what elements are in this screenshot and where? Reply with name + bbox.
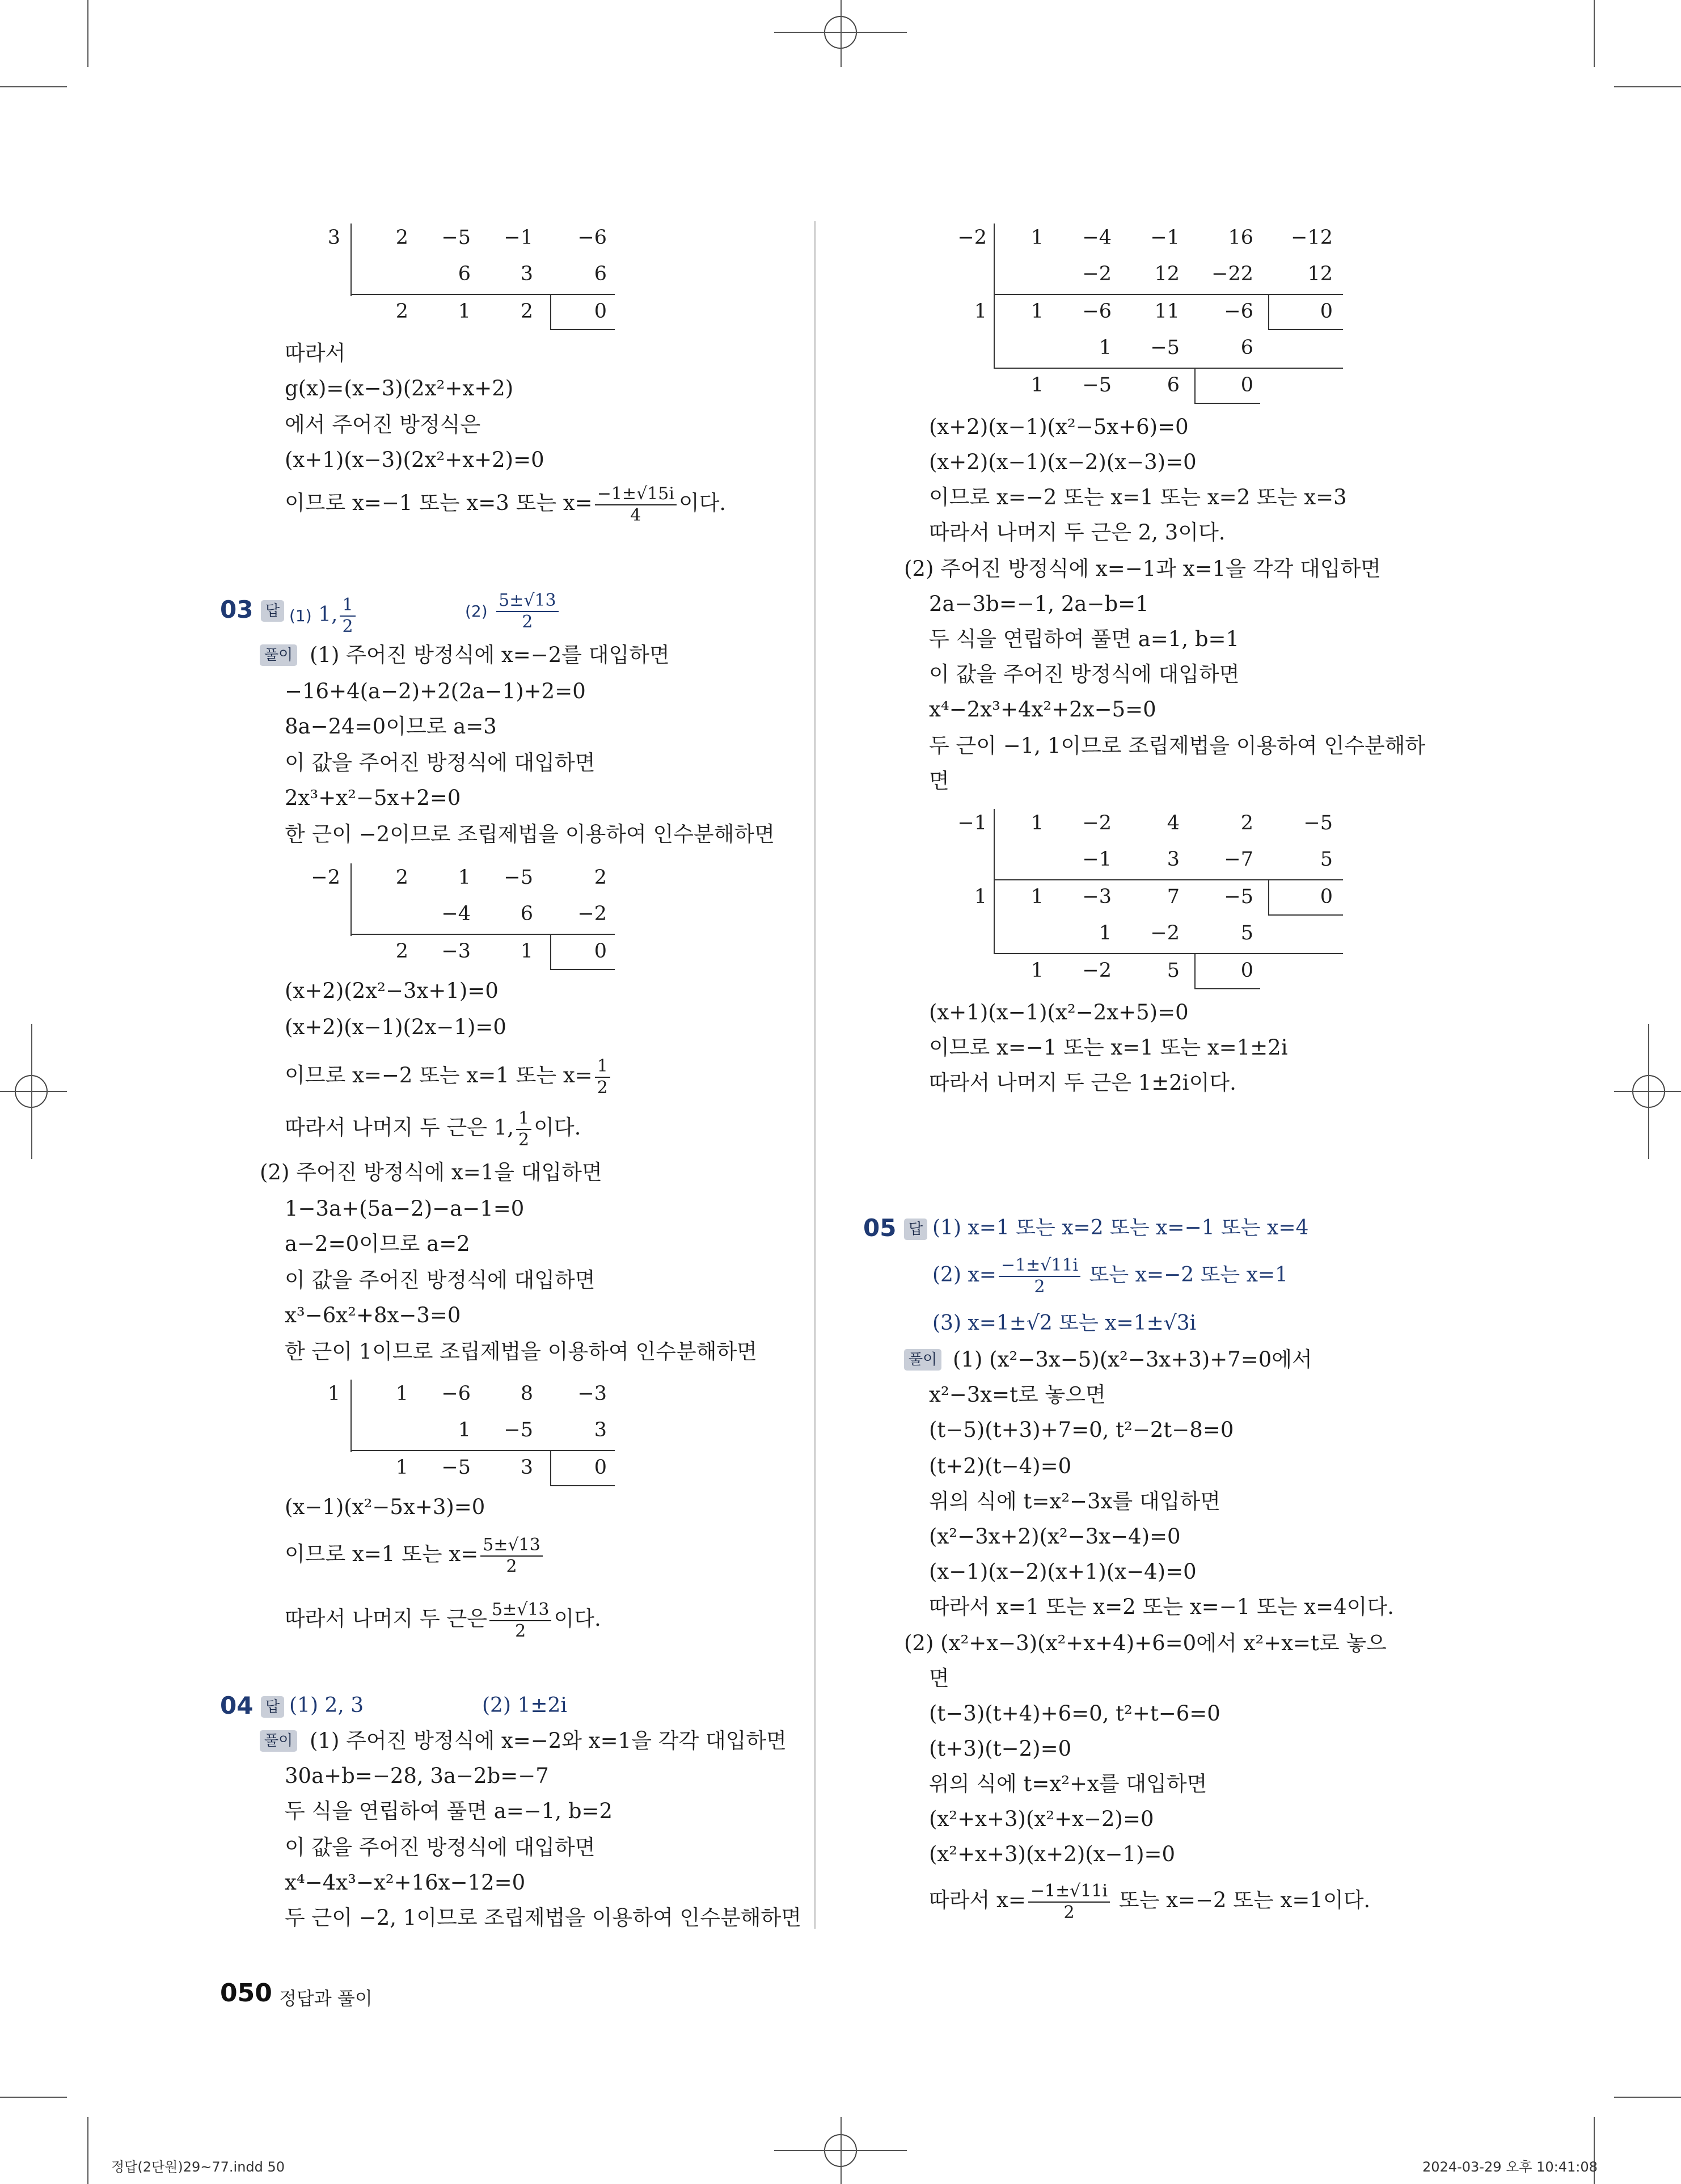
text-line: 에서 주어진 방정식은 (285, 412, 481, 437)
text-line: 30a+b=−28, 3a−2b=−7 (285, 1764, 549, 1788)
column-divider (814, 221, 816, 1929)
answer-1: (1) 1, $\frac{1}{2}$ (289, 592, 358, 639)
text-line: 두 근이 −2, 1이므로 조립제법을 이용하여 인수분해하면 (285, 1905, 801, 1930)
text-line: (t−5)(t+3)+7=0, t²−2t−8=0 (929, 1418, 1234, 1442)
text-line: 이 값을 주어진 방정식에 대입하면 (929, 662, 1240, 686)
text-line: 두 식을 연립하여 풀면 a=1, b=1 (929, 627, 1240, 651)
text-line: 위의 식에 t=x²−3x를 대입하면 (929, 1489, 1220, 1513)
text-line: (1) 주어진 방정식에 x=−2와 x=1을 각각 대입하면 (310, 1728, 787, 1753)
crop-mark (1614, 86, 1681, 87)
text-line: 따라서 x=1 또는 x=2 또는 x=−1 또는 x=4이다. (929, 1595, 1394, 1619)
text-line: (t+3)(t−2)=0 (929, 1736, 1072, 1761)
conclusion-line: 따라서 나머지 두 근은 $\frac{5\pm√13}{2}$ 이다. (285, 1599, 601, 1641)
text-line: 한 근이 1이므로 조립제법을 이용하여 인수분해하면 (285, 1339, 757, 1364)
page-number: 050 (220, 1979, 272, 2008)
conclusion-line: 이므로 x=−2 또는 x=1 또는 x= $\frac{1}{2}$ (285, 1053, 613, 1098)
answer-2: (2) x= $\frac{-1\pm√11i}{2}$ 또는 x=−2 또는 x=1 (932, 1255, 1288, 1297)
solution-tag: 풀이 (904, 1349, 941, 1371)
syn-root: 3 (327, 226, 340, 249)
text-line: (2) 주어진 방정식에 x=−1과 x=1을 각각 대입하면 (904, 556, 1381, 581)
solution-tag: 풀이 (260, 1730, 297, 1752)
text-line: 따라서 나머지 두 근은 2, 3이다. (929, 520, 1226, 545)
crop-mark (1614, 2097, 1681, 2098)
crop-mark (0, 86, 67, 87)
registration-line (1648, 1024, 1649, 1159)
answer-1: (1) 2, 3 (289, 1694, 364, 1717)
text-line: x⁴−4x³−x²+16x−12=0 (285, 1870, 526, 1895)
text-line: −16+4(a−2)+2(2a−1)+2=0 (285, 679, 586, 703)
text-line: (x+2)(x−1)(2x−1)=0 (285, 1015, 506, 1039)
answer-2: (2) $\frac{5\pm√13}{2}$ (465, 588, 561, 634)
text-line: (x+2)(x−1)(x²−5x+6)=0 (929, 415, 1189, 439)
crop-mark (1594, 0, 1595, 67)
text-line: (t+2)(t−4)=0 (929, 1454, 1072, 1478)
text-line: 면 (929, 1666, 949, 1690)
text-line: 이므로 x=−1 또는 x=1 또는 x=1±2i (929, 1035, 1288, 1060)
page-label: 정답과 풀이 (279, 1988, 373, 2009)
crop-mark (87, 2117, 88, 2184)
text-line: x³−6x²+8x−3=0 (285, 1303, 461, 1327)
crop-mark (0, 2097, 67, 2098)
text-line: 위의 식에 t=x²+x를 대입하면 (929, 1772, 1207, 1796)
text-line: (2) 주어진 방정식에 x=1을 대입하면 (260, 1160, 602, 1184)
text-line: (x²+x+3)(x+2)(x−1)=0 (929, 1842, 1176, 1866)
answer-3: (3) x=1±√2 또는 x=1±√3i (932, 1312, 1197, 1335)
question-number: 03 (220, 596, 254, 623)
text-line: 8a−24=0이므로 a=3 (285, 714, 497, 739)
registration-line (840, 0, 842, 67)
text-line: 한 근이 −2이므로 조립제법을 이용하여 인수분해하면 (285, 822, 775, 846)
text-line: 이 값을 주어진 방정식에 대입하면 (285, 751, 595, 775)
text-line: 이 값을 주어진 방정식에 대입하면 (285, 1268, 595, 1292)
registration-line (840, 2117, 842, 2184)
registration-line (1614, 1091, 1681, 1092)
text-line: (x+1)(x−1)(x²−2x+5)=0 (929, 1000, 1189, 1024)
text-line: (1) (x²−3x−5)(x²−3x+3)+7=0에서 (953, 1347, 1312, 1372)
text-line: (x−1)(x²−5x+3)=0 (285, 1495, 485, 1519)
crop-mark (87, 0, 88, 67)
text-line: 면 (929, 769, 949, 793)
text-line: x⁴−2x³+4x²+2x−5=0 (929, 697, 1156, 722)
text-line: x²−3x=t로 놓으면 (929, 1382, 1106, 1407)
text-line: (x²+x+3)(x²+x−2)=0 (929, 1807, 1154, 1831)
text-line: (t−3)(t+4)+6=0, t²+t−6=0 (929, 1701, 1220, 1726)
solution-tag: 풀이 (260, 644, 297, 666)
question-number: 04 (220, 1692, 254, 1719)
answer-tag: 답 (261, 1696, 284, 1718)
answer-2: (2) 1±2i (482, 1694, 567, 1717)
text-line: 2x³+x²−5x+2=0 (285, 786, 461, 810)
text-line: (x²−3x+2)(x²−3x−4)=0 (929, 1524, 1181, 1549)
conclusion-line: 이므로 x=1 또는 x= $\frac{5\pm√13}{2}$ (285, 1532, 545, 1577)
text-line: a−2=0이므로 a=2 (285, 1232, 470, 1256)
text-line: (x+1)(x−3)(2x²+x+2)=0 (285, 448, 544, 472)
text-line: (x−1)(x−2)(x+1)(x−4)=0 (929, 1559, 1197, 1584)
conclusion-line: 이므로 x=−1 또는 x=3 또는 x= $\frac{-1\pm√15i}{4}$ 이다. (285, 483, 727, 525)
text-line: (x+2)(x−1)(x−2)(x−3)=0 (929, 450, 1197, 474)
text-line: 따라서 (285, 341, 346, 365)
conclusion-line: 따라서 나머지 두 근은 1, $\frac{1}{2}$ 이다. (285, 1108, 581, 1150)
answer-1: (1) x=1 또는 x=2 또는 x=−1 또는 x=4 (932, 1216, 1309, 1239)
text-line: 이므로 x=−2 또는 x=1 또는 x=2 또는 x=3 (929, 485, 1347, 509)
text-line: 1−3a+(5a−2)−a−1=0 (285, 1196, 525, 1221)
text-line: 두 근이 −1, 1이므로 조립제법을 이용하여 인수분해하 (929, 733, 1426, 758)
text-line: 두 식을 연립하여 풀면 a=−1, b=2 (285, 1799, 613, 1823)
registration-line (0, 1091, 67, 1092)
text-line: (1) 주어진 방정식에 x=−2를 대입하면 (310, 643, 670, 667)
question-number: 05 (863, 1214, 897, 1242)
answer-tag: 답 (261, 600, 284, 622)
text-line: 따라서 나머지 두 근은 1±2i이다. (929, 1070, 1236, 1095)
registration-line (31, 1024, 32, 1159)
text-line: 2a−3b=−1, 2a−b=1 (929, 592, 1149, 616)
timestamp: 2024-03-29 오후 10:41:08 (1422, 2159, 1598, 2175)
file-info: 정답(2단원)29~77.indd 50 (111, 2159, 285, 2175)
conclusion-line: 따라서 x= $\frac{-1\pm√11i}{2}$ 또는 x=−2 또는 x=1이다. (929, 1881, 1371, 1922)
answer-tag: 답 (904, 1219, 927, 1240)
text-line: (2) (x²+x−3)(x²+x+4)+6=0에서 x²+x=t로 놓으 (904, 1631, 1387, 1655)
text-line: g(x)=(x−3)(2x²+x+2) (285, 376, 514, 400)
text-line: (x+2)(2x²−3x+1)=0 (285, 979, 499, 1003)
text-line: 이 값을 주어진 방정식에 대입하면 (285, 1835, 595, 1860)
